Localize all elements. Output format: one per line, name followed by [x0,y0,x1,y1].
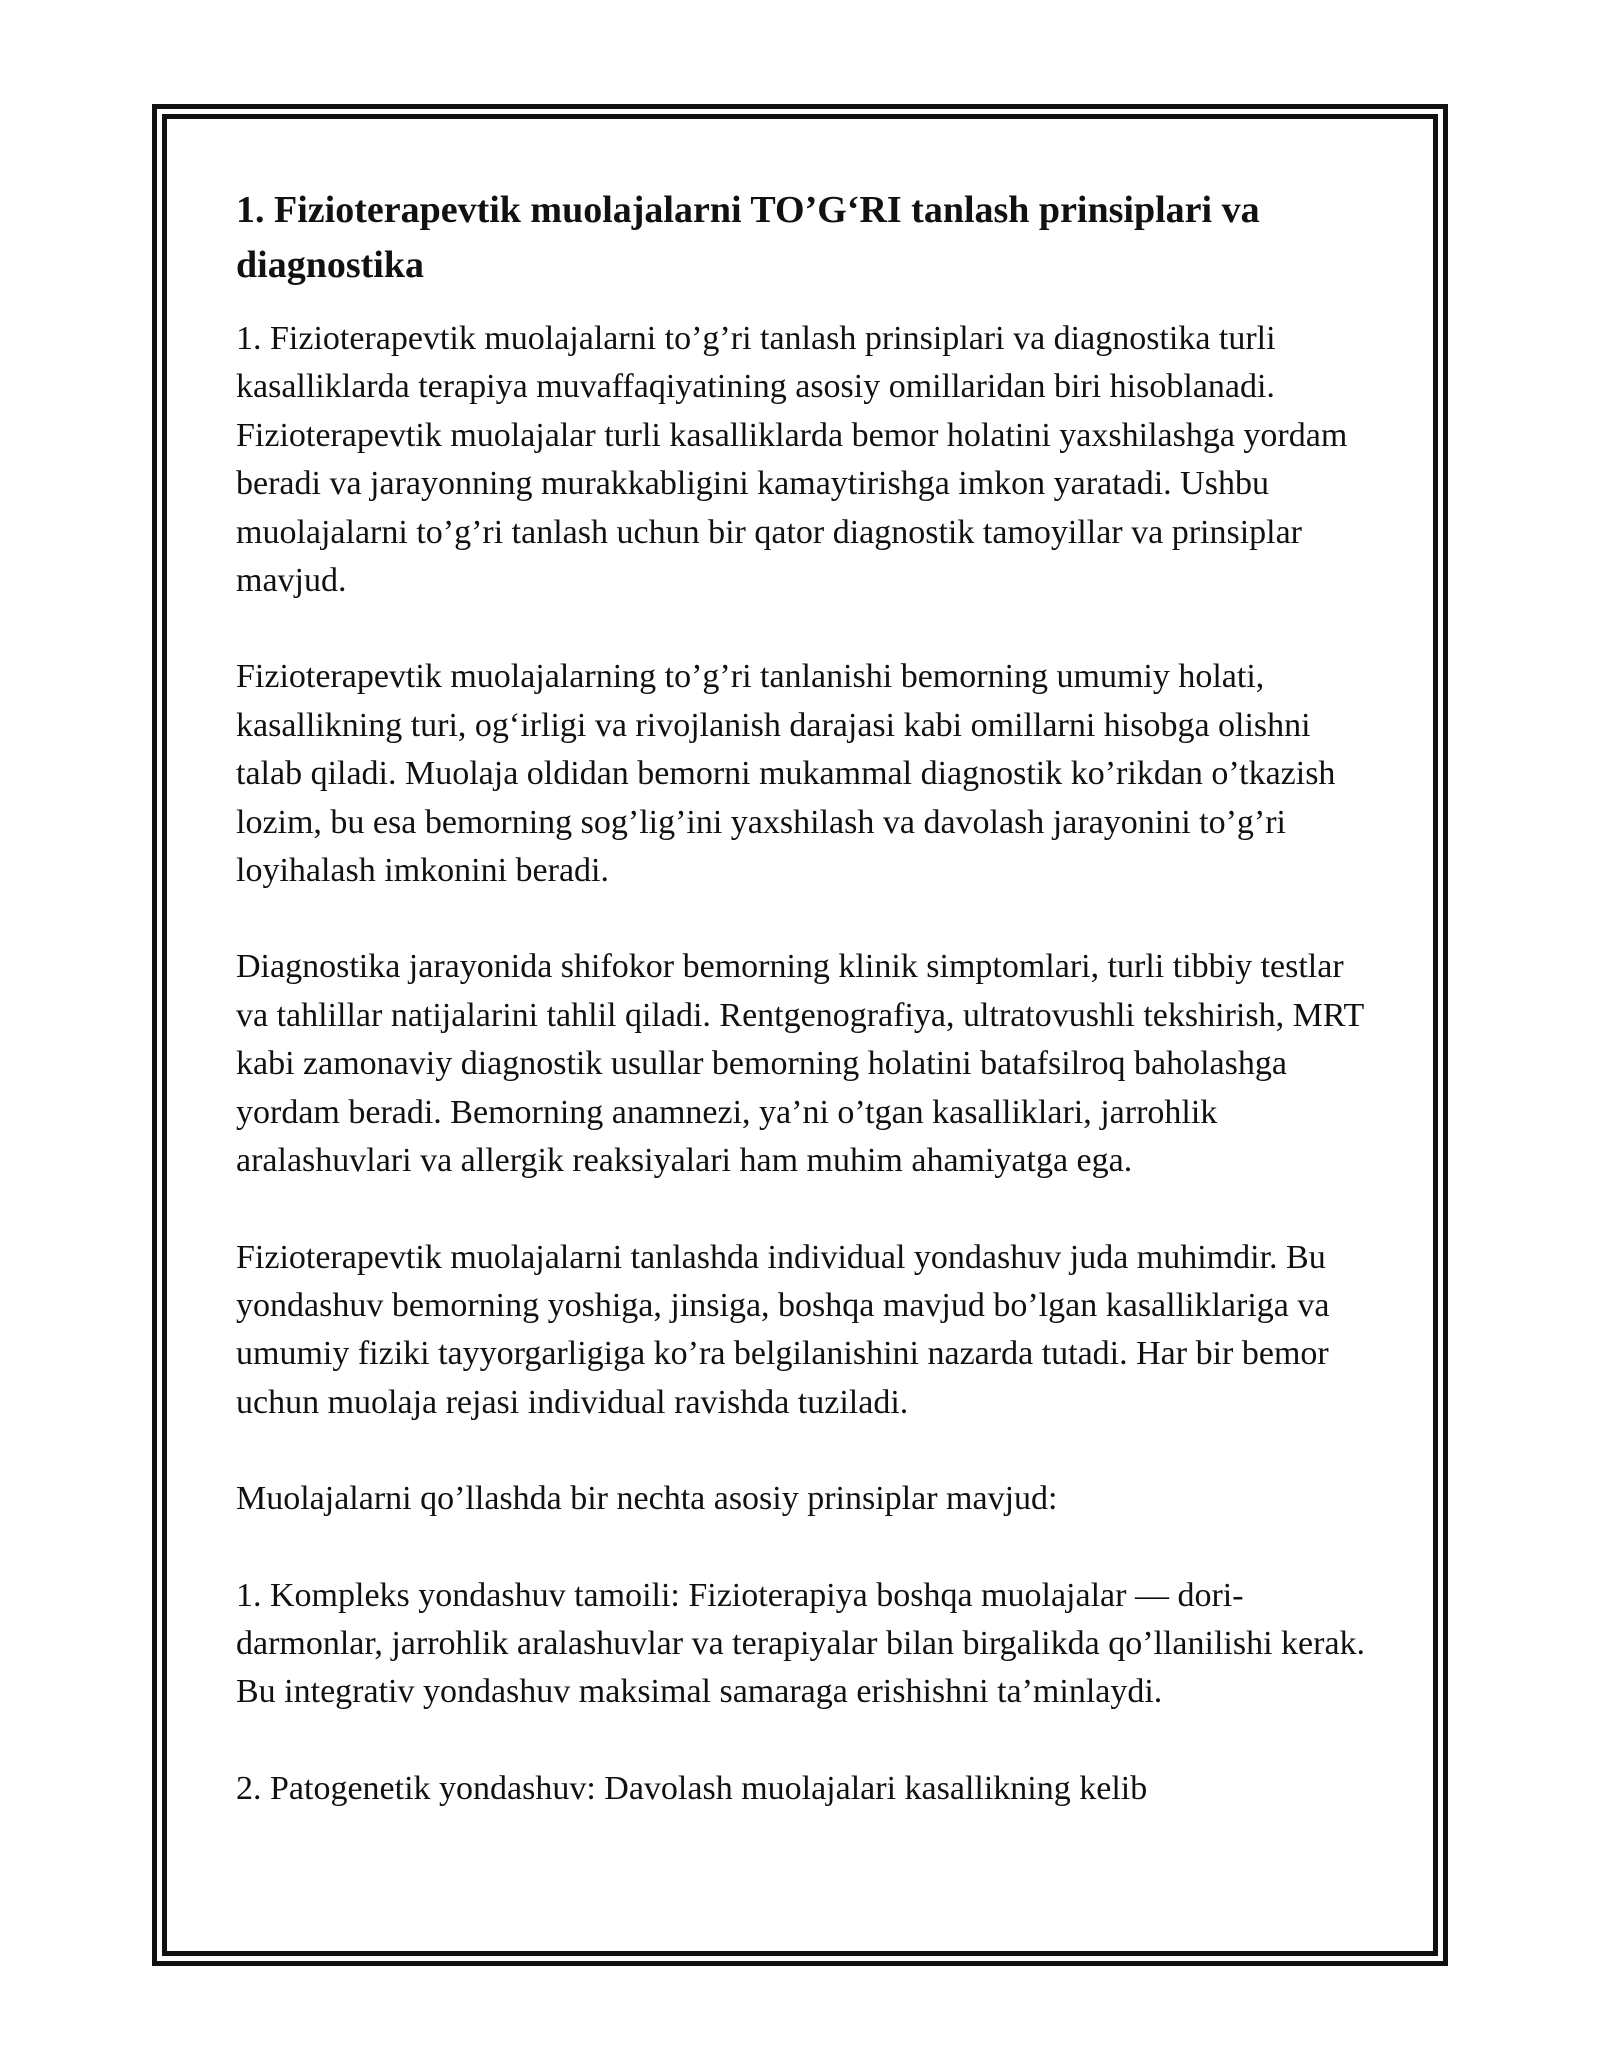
paragraph: 1. Fizioterapevtik muolajalarni to’g’ri tanlash prinsiplari va diagnostika turli kasalliklarda terapiya muvaffaqiyatining asosiy omillaridan biri hisoblanadi. Fizioterapevtik muolajalar turli kasalliklarda bemor holatini yaxshilashga yordam beradi va jarayonning murakkabligini kamaytirishga imkon yaratadi. Ushbu muolajalarni to’g’ri tanlash uchun bir qator diagnostik tamoyillar va prinsiplar mavjud. [236,320,1348,600]
list-item: 1. Kompleks yondashuv tamoili: Fizioterapiya boshqa muolajalar — dori-darmonlar, jarrohlik aralashuvlar va terapiyalar bilan birgalikda qo’llanilishi kerak. Bu integrativ yondashuv maksimal samaraga erishishni ta’minlaydi. [236,1576,1366,1711]
paragraph: Fizioterapevtik muolajalarni tanlashda individual yondashuv juda muhimdir. Bu yondashuv bemorning yoshiga, jinsiga, boshqa mavjud bo’lgan kasalliklariga va umumiy fiziki tayyorgarligiga ko’ra belgilanishini nazarda tutadi. Har bir bemor uchun muolaja rejasi individual ravishda tuziladi. [236,1238,1330,1421]
paragraph: Muolajalarni qo’llashda bir nechta asosiy prinsiplar mavjud: [236,1480,1058,1518]
document-body [236,183,1376,1861]
list-item: 2. Patogenetik yondashuv: Davolash muolajalari kasallikning kelib [236,1769,1148,1807]
document-heading: 1. Fizioterapevtik muolajalarni TO’G‘RI tanlash prinsiplari va diagnostika [236,189,1260,286]
paragraph: Diagnostika jarayonida shifokor bemorning klinik simptomlari, turli tibbiy testlar va tahlillar natijalarini tahlil qiladi. Rentgenografiya, ultratovushli tekshirish, MRT kabi zamonaviy diagnostik usullar bemorning holatini batafsilroq baholashga yordam beradi. Bemorning anamnezi, ya’ni o’tgan kasalliklari, jarrohlik aralashuvlari va allergik reaksiyalari ham muhim ahamiyatga ega. [236,948,1364,1180]
paragraph: Fizioterapevtik muolajalarning to’g’ri tanlanishi bemorning umumiy holati, kasallikning turi, og‘irligi va rivojlanish darajasi kabi omillarni hisobga olishni talab qiladi. Muolaja oldidan bemorni mukammal diagnostik ko’rikdan o’tkazish lozim, bu esa bemorning sog’lig’ini yaxshilash va davolash jarayonini to’g’ri loyihalash imkonini beradi. [236,658,1336,890]
